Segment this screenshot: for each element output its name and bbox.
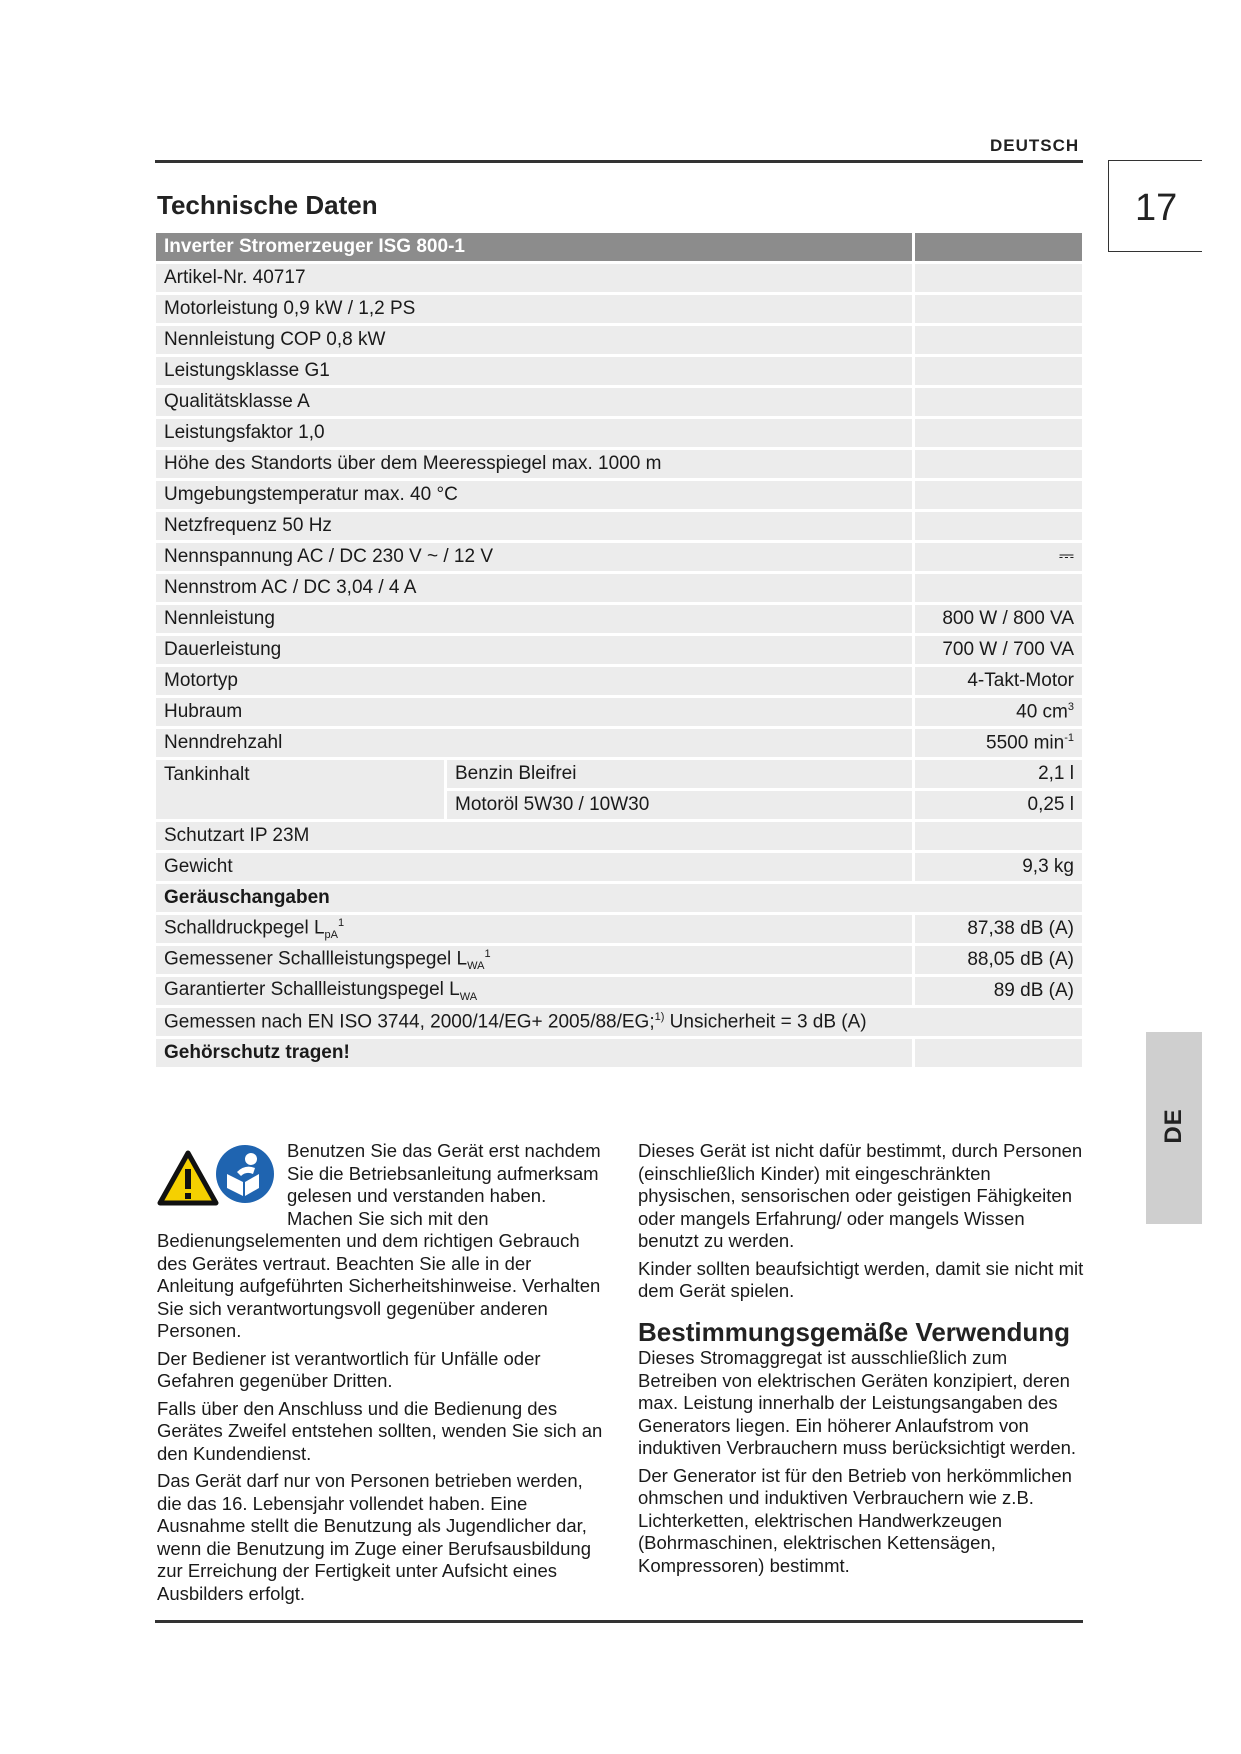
- spec-row: [156, 388, 1082, 416]
- spec-value-text: ⎓: [1058, 546, 1074, 567]
- spec-label-text: Dauerleistung: [164, 639, 282, 660]
- spec-label-text: Qualitätsklasse A: [164, 391, 310, 412]
- tank-oil-label: Motoröl 5W30 / 10W30: [444, 791, 912, 819]
- spec-label: [156, 357, 912, 385]
- measure-note-uncertainty: Unsicherheit = 3 dB (A): [664, 1011, 867, 1033]
- spec-label-text: Nennstrom AC / DC 3,04 / 4 A: [164, 577, 417, 598]
- spec-value-text: 87,38 dB (A): [967, 918, 1074, 939]
- spec-value: [912, 698, 1082, 726]
- page-number-box: [1108, 160, 1202, 252]
- spec-label: [156, 295, 912, 323]
- spec-value: [912, 946, 1082, 974]
- spec-label: [156, 636, 912, 664]
- age-restriction-paragraph: Das Gerät darf nur von Personen betrieben werden, die das 16. Lebensjahr vollendet haben. Eine Ausnahme stellt die Benutzung als Jugendlicher dar, wenn die Benutzung im Zuge einer Berufsausbildung zur Erreichung der Fertigkeit unter Aufsicht eines Ausbilders erfolgt.: [157, 1470, 592, 1604]
- intended-use-paragraph: Dieses Stromaggregat ist ausschließlich zum Betreiben von elektrischen Geräten konzipiert, deren max. Leistung innerhalb der Leistungsangaben des Generators liegen. Ein höherer Anlaufstrom von induktiven Verbrauchern muss berücksichtigt werden.: [638, 1347, 1077, 1458]
- spec-label-text: Gewicht: [164, 856, 233, 877]
- spec-label-text: Schalldruckpegel L: [164, 917, 325, 939]
- spec-value-text: 88,05 dB (A): [967, 949, 1074, 970]
- spec-label: [156, 977, 912, 1005]
- intro-paragraph: Benutzen Sie das Gerät erst nachdem Sie die Betriebsanleitung aufmerksam gelesen und verstanden haben. Machen Sie sich mit den Bedienungselementen und dem richtigen Gebrauch des Gerätes vertraut. Beachten Sie alle in der Anleitung aufgeführten Sicherheitshinweise. Verhalten Sie sich verantwortungsvoll gegenüber anderen Personen.: [157, 1140, 601, 1341]
- spec-row: [156, 512, 1082, 540]
- spec-label-text: Leistungsfaktor 1,0: [164, 422, 325, 443]
- spec-label-text: Motortyp: [164, 670, 238, 691]
- spec-row: [156, 543, 1082, 571]
- spec-row: [156, 357, 1082, 385]
- spec-label: [156, 946, 912, 974]
- spec-label-text: Motorleistung 0,9 kW / 1,2 PS: [164, 298, 416, 319]
- tank-label: Tankinhalt: [156, 760, 444, 819]
- spec-value-sup: -1: [1064, 731, 1074, 744]
- spec-label-text: Nennleistung COP 0,8 kW: [164, 329, 386, 350]
- spec-label-text: Leistungsklasse G1: [164, 360, 330, 381]
- spec-label-text: Hubraum: [164, 701, 243, 722]
- spec-value: [912, 388, 1082, 416]
- spec-row: [156, 574, 1082, 602]
- spec-value-text: 5500 min: [986, 732, 1065, 754]
- spec-label-text: Gemessener Schallleistungspegel L: [164, 948, 468, 970]
- spec-row: [156, 946, 1082, 974]
- spec-header-label: Inverter Stromerzeuger ISG 800-1: [156, 233, 912, 261]
- spec-label: [156, 667, 912, 695]
- spec-label: [156, 419, 912, 447]
- page-number: 17: [1135, 187, 1178, 229]
- spec-label: [156, 388, 912, 416]
- spec-label-sub: WA: [459, 990, 478, 1003]
- spec-value-text: 4-Takt-Motor: [967, 670, 1074, 691]
- spec-label-text: Nennleistung: [164, 608, 275, 629]
- measure-note-text: Gemessen nach EN ISO 3744, 2000/14/EG+ 2005/88/EG;: [164, 1011, 655, 1033]
- noise-header-row: [156, 884, 1082, 912]
- spec-label: [156, 729, 912, 757]
- ear-protection-row: [156, 1039, 1082, 1067]
- spec-label: [156, 574, 912, 602]
- spec-label-text: Schutzart IP 23M: [164, 825, 310, 846]
- tank-oil-value: 0,25 l: [912, 791, 1082, 819]
- spec-row: [156, 295, 1082, 323]
- spec-label-sub: pA: [324, 929, 339, 942]
- spec-label: [156, 326, 912, 354]
- spec-row: [156, 636, 1082, 664]
- limited-persons-paragraph: Dieses Gerät ist nicht dafür bestimmt, durch Personen (einschließlich Kinder) mit eingeschränkten physischen, sensorischen oder geistigen Fähigkeiten oder mangels Erfahrung/ oder mangels Wissen benutzt zu werden.: [638, 1140, 1083, 1251]
- spec-label-text: Netzfrequenz 50 Hz: [164, 515, 332, 536]
- spec-label: [156, 605, 912, 633]
- spec-value-text: 700 W / 700 VA: [942, 639, 1074, 660]
- spec-label: [156, 481, 912, 509]
- warning-icon: [157, 1150, 219, 1206]
- spec-value: [912, 822, 1082, 850]
- spec-value: [912, 481, 1082, 509]
- safety-icons: [157, 1144, 277, 1214]
- tank-fuel-value: 2,1 l: [912, 760, 1082, 788]
- spec-row: [156, 853, 1082, 881]
- spec-row: [156, 419, 1082, 447]
- language-side-tab: [1146, 1032, 1202, 1224]
- spec-label: [156, 822, 912, 850]
- spec-label-text: Artikel-Nr. 40717: [164, 267, 306, 288]
- spec-value: [912, 512, 1082, 540]
- spec-label: [156, 915, 912, 943]
- spec-label-sup: 1: [338, 916, 345, 929]
- spec-label: [156, 698, 912, 726]
- spec-value-text: 800 W / 800 VA: [942, 608, 1074, 629]
- read-manual-icon: [215, 1144, 275, 1204]
- spec-value-text: 40 cm: [1016, 701, 1068, 723]
- spec-label: [156, 512, 912, 540]
- spec-value: [912, 574, 1082, 602]
- spec-value: [912, 419, 1082, 447]
- spec-label: [156, 264, 912, 292]
- spec-label-text: Garantierter Schallleistungspegel L: [164, 979, 460, 1001]
- spec-value: [912, 357, 1082, 385]
- ear-protection: Gehörschutz tragen!: [156, 1039, 912, 1067]
- measure-note-sup: 1): [654, 1010, 665, 1023]
- spec-row: [156, 450, 1082, 478]
- spec-table-header: [156, 233, 1082, 261]
- spec-row: [156, 667, 1082, 695]
- spec-label: [156, 543, 912, 571]
- spec-value: [912, 729, 1082, 757]
- spec-value: [912, 450, 1082, 478]
- spec-table: [156, 230, 1082, 1070]
- spec-row: [156, 326, 1082, 354]
- children-paragraph: Kinder sollten beaufsichtigt werden, damit sie nicht mit dem Gerät spielen.: [638, 1257, 1084, 1301]
- spec-value-text: 89 dB (A): [993, 980, 1074, 1001]
- measure-note: [156, 1008, 1082, 1036]
- spec-value: [912, 543, 1082, 571]
- spec-value: [912, 853, 1082, 881]
- tank-fuel-label: Benzin Bleifrei: [444, 760, 912, 788]
- spec-label-text: Höhe des Standorts über dem Meeresspiegel max. 1000 m: [164, 453, 662, 474]
- spec-row: [156, 915, 1082, 943]
- spec-row: [156, 605, 1082, 633]
- spec-row: [156, 481, 1082, 509]
- spec-value: [912, 605, 1082, 633]
- language-side-tab-label: DE: [1160, 1108, 1187, 1144]
- spec-row: [156, 698, 1082, 726]
- spec-label-sub: WA: [467, 960, 485, 973]
- left-column: [157, 1140, 609, 1610]
- spec-row: [156, 977, 1082, 1005]
- operator-responsibility-paragraph: Der Bediener ist verantwortlich für Unfälle oder Gefahren gegenüber Dritten.: [157, 1347, 541, 1391]
- bottom-rule: [155, 1620, 1083, 1623]
- spec-value: [912, 977, 1082, 1005]
- spec-label-text: Nenndrehzahl: [164, 732, 283, 753]
- spec-row: [156, 729, 1082, 757]
- spec-value: [912, 636, 1082, 664]
- ear-protection-value: [912, 1039, 1082, 1067]
- spec-value: [912, 264, 1082, 292]
- customer-service-paragraph: Falls über den Anschluss und die Bedienung des Gerätes Zweifel entstehen sollten, wenden Sie sich an den Kundendienst.: [157, 1397, 603, 1464]
- spec-row-tank-fuel: [156, 760, 1082, 788]
- section-title: Technische Daten: [157, 190, 378, 220]
- spec-label: [156, 450, 912, 478]
- spec-value-sup: 3: [1067, 700, 1074, 713]
- spec-label: [156, 853, 912, 881]
- noise-header: Geräuschangaben: [156, 884, 1082, 912]
- spec-value: [912, 326, 1082, 354]
- spec-row: [156, 264, 1082, 292]
- spec-row: [156, 822, 1082, 850]
- language-header: DEUTSCH: [990, 136, 1080, 155]
- measure-note-row: [156, 1008, 1082, 1036]
- intended-use-heading: Bestimmungsgemäße Verwendung: [638, 1316, 1070, 1347]
- spec-value-text: 9,3 kg: [1022, 856, 1074, 877]
- right-column: [638, 1140, 1084, 1582]
- spec-value: [912, 915, 1082, 943]
- consumers-paragraph: Der Generator ist für den Betrieb von herkömmlichen ohmschen und induktiven Verbrauchern wie z.B. Lichterketten, elektrischen Handwerkzeugen (Bohrmaschinen, elektrischen Kettensägen, Kompressoren) bestimmt.: [638, 1464, 1072, 1576]
- spec-value: [912, 667, 1082, 695]
- spec-label-text: Umgebungstemperatur max. 40 °C: [164, 484, 458, 505]
- spec-label-text: Nennspannung AC / DC 230 V ~ / 12 V: [164, 546, 494, 567]
- top-rule: [155, 160, 1083, 163]
- spec-label-sup: 1: [484, 947, 491, 960]
- spec-value: [912, 295, 1082, 323]
